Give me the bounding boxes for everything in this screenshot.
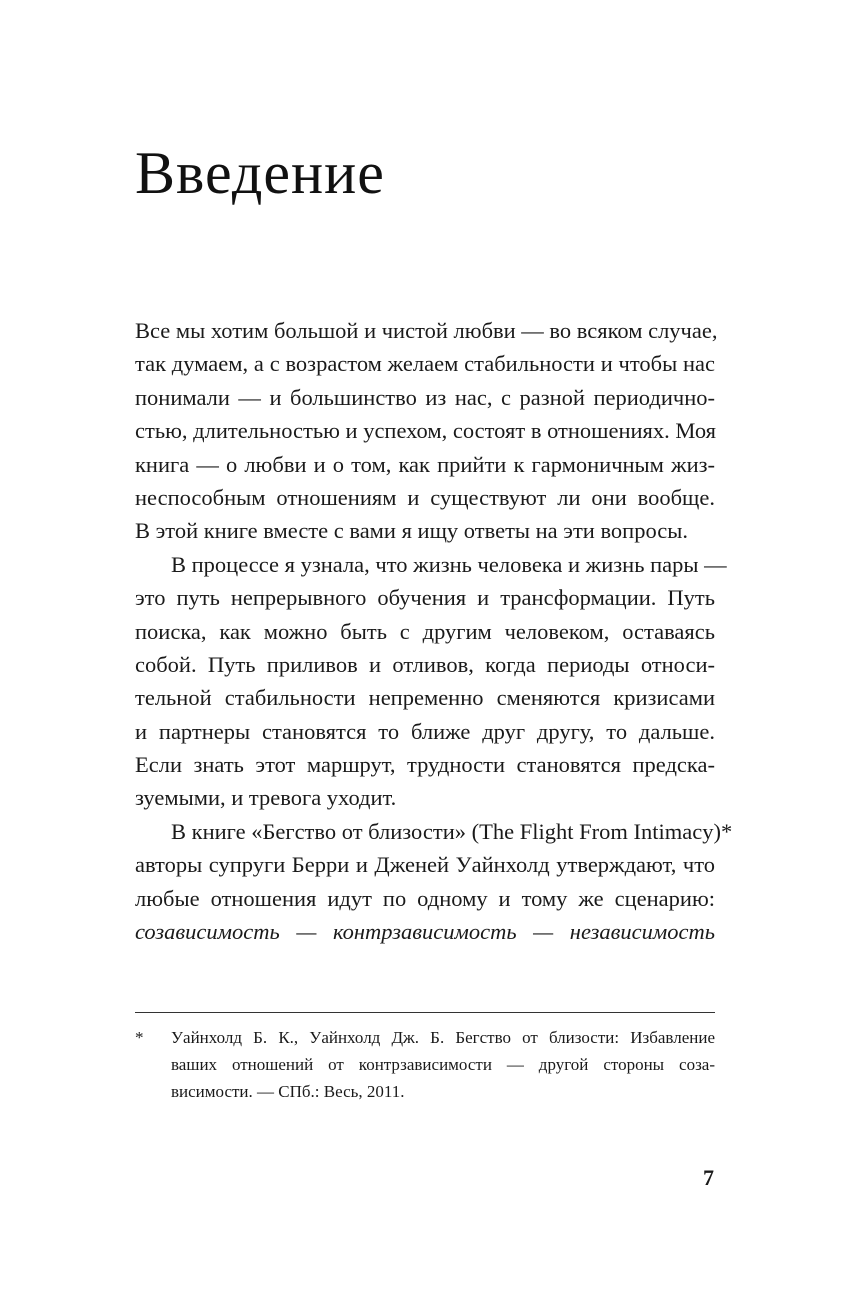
body-text <box>135 314 733 948</box>
paragraph-1-line-7: В этой книге вместе с вами я ищу ответы на эти вопросы. <box>135 518 688 544</box>
page-number: 7 <box>703 1165 714 1190</box>
paragraph-2-line-8: зуемыми, и тревога уходит. <box>135 785 397 811</box>
paragraph-2-line-2: это путь непрерывного обучения и трансформации. Путь <box>135 585 715 611</box>
paragraph-1-line-2: так думаем, а с возрастом желаем стабильности и чтобы нас <box>135 351 715 377</box>
paragraph-1-line-3: понимали — и большинство из нас, с разной периодично- <box>135 384 715 410</box>
paragraph-2-line-3: поиска, как можно быть с другим человеком, оставаясь <box>135 618 715 644</box>
paragraph-1-line-6: неспособным отношениям и существуют ли они вообще. <box>135 484 715 510</box>
footnote-line-2: ваших отношений от контрзависимости — другой стороны соза- <box>171 1055 715 1074</box>
footnote-divider <box>135 1012 715 1013</box>
paragraph-1-line-1: Все мы хотим большой и чистой любви — во всяком случае, <box>135 318 718 343</box>
paragraph-2-line-4: собой. Путь приливов и отливов, когда периоды относи- <box>135 651 715 677</box>
paragraph-3-line-3: любые отношения идут по одному и тому же сценарию: <box>135 885 715 911</box>
paragraph-3-line-1: В книге «Бегство от близости» (The Flight From Intimacy)* <box>171 818 733 844</box>
paragraph-2-line-1: В процессе я узнала, что жизнь человека и жизнь пары — <box>171 551 727 577</box>
footnote-line-1: Уайнхолд Б. К., Уайнхолд Дж. Б. Бегство от близости: Избавление <box>171 1028 715 1047</box>
paragraph-2-line-7: Если знать этот маршрут, трудности становятся предска- <box>135 752 715 778</box>
footnote-marker: * <box>135 1028 144 1047</box>
paragraph-1-line-4: стью, длительностью и успехом, состоят в отношениях. Моя <box>135 418 717 444</box>
footnote-line-3: висимости. — СПб.: Весь, 2011. <box>171 1082 405 1101</box>
paragraph-2-line-5: тельной стабильности непременно сменяются кризисами <box>135 685 715 711</box>
paragraph-2-line-6: и партнеры становятся то ближе друг другу, то дальше. <box>135 718 715 744</box>
paragraph-1-line-5: книга — о любви и о том, как прийти к гармоничным жиз- <box>135 451 715 477</box>
paragraph-3-line-4: созависимость — контрзависимость — независимость <box>135 919 715 945</box>
footnote-text <box>171 1024 715 1105</box>
chapter-title: Введение <box>135 140 385 206</box>
paragraph-3-line-2: авторы супруги Берри и Дженей Уайнхолд утверждают, что <box>135 852 715 878</box>
